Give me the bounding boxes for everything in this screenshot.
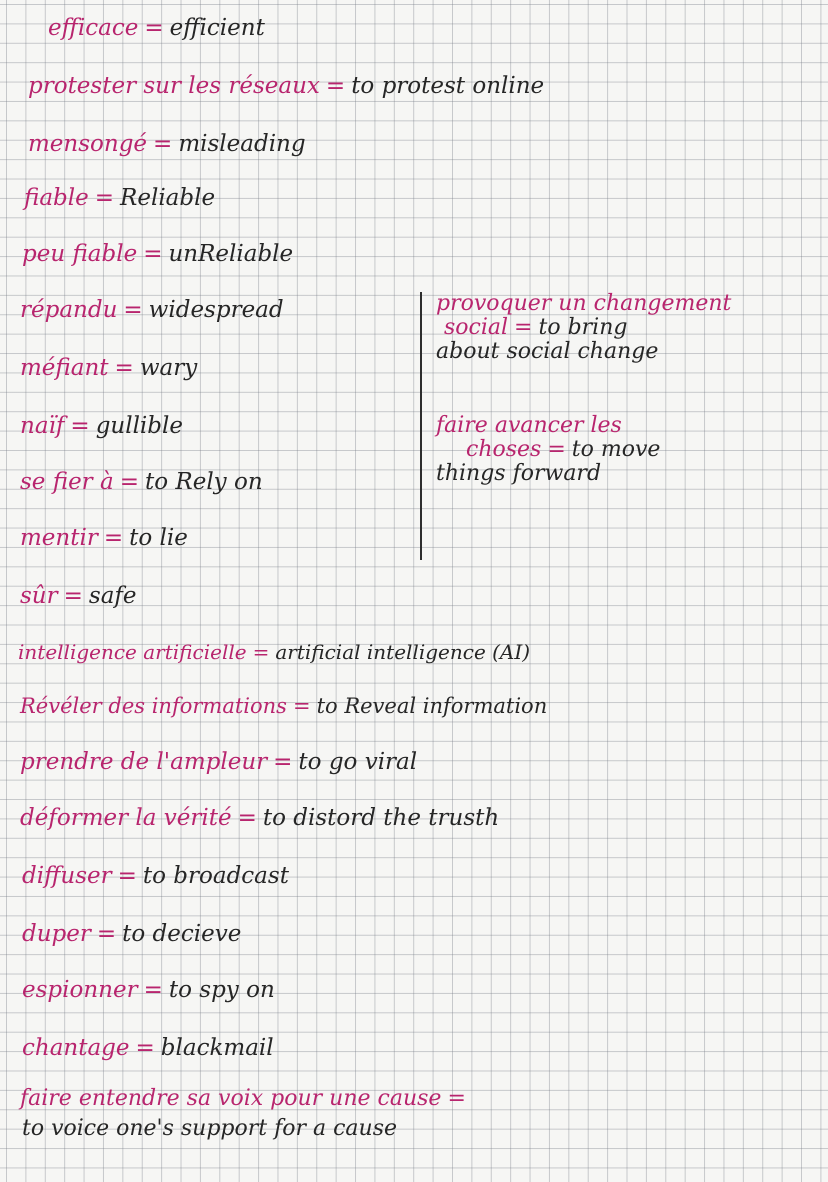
french-term: mentir — [20, 525, 98, 551]
vocab-entry — [24, 184, 215, 212]
vocab-entry — [22, 920, 241, 948]
french-term: diffuser — [22, 863, 112, 889]
french-term: déformer la vérité — [20, 805, 232, 831]
equals-sign: = — [135, 1035, 155, 1061]
english-translation: safe — [88, 583, 137, 609]
vocab-entry — [20, 468, 263, 496]
english-translation: misleading — [178, 131, 306, 157]
vocab-entry — [20, 524, 188, 552]
vocab-entry — [22, 1034, 274, 1062]
equals-sign: = — [143, 241, 163, 267]
side-line — [436, 438, 660, 462]
french-term: répandu — [20, 297, 118, 323]
french-term: protester sur les réseaux — [28, 73, 320, 99]
english-translation: efficient — [169, 15, 265, 41]
french-term: naïf — [20, 413, 65, 439]
equals-sign: = — [94, 185, 115, 211]
vocab-entry — [20, 412, 183, 440]
equals-sign: = — [273, 749, 293, 775]
english-translation: artificial intelligence (AI) — [275, 640, 531, 664]
equals-sign: = — [114, 355, 134, 381]
equals-sign: = — [237, 805, 257, 831]
side-entry — [436, 414, 660, 486]
vocab-entry — [22, 240, 293, 268]
english-translation: to broadcast — [142, 863, 289, 889]
french-term: Révéler des informations — [20, 694, 287, 718]
equals-sign: = — [123, 297, 143, 323]
vocab-entry — [48, 14, 265, 42]
english-translation: Reliable — [120, 185, 216, 211]
side-translation: to move — [571, 437, 661, 462]
vocab-entry — [20, 748, 417, 776]
english-translation: to Rely on — [144, 469, 263, 495]
footer-entry-term — [20, 1086, 472, 1112]
equals-sign: = — [547, 437, 566, 462]
english-translation: gullible — [95, 413, 183, 439]
vocab-entry — [18, 638, 530, 666]
vocab-entry — [20, 804, 499, 832]
english-translation: to lie — [129, 525, 188, 551]
french-term: espionner — [22, 977, 138, 1003]
equals-sign: = — [144, 15, 164, 41]
equals-sign: = — [252, 640, 270, 664]
side-translation: things forward — [436, 461, 602, 486]
vocab-entry — [20, 354, 197, 382]
equals-sign: = — [63, 583, 83, 609]
french-term: fiable — [24, 185, 89, 211]
french-term: efficace — [48, 15, 139, 41]
english-translation: to spy on — [168, 977, 275, 1003]
french-term: prendre de l'ampleur — [20, 749, 268, 775]
equals-sign: = — [143, 977, 163, 1003]
side-term: provoquer un changement — [436, 291, 732, 316]
equals-sign: = — [103, 525, 124, 551]
french-term: peu fiable — [22, 241, 138, 267]
english-translation: to go viral — [298, 749, 418, 775]
side-line — [436, 316, 731, 340]
english-translation: widespread — [148, 297, 284, 323]
equals-sign: = — [447, 1086, 466, 1111]
english-translation: to distord the trusth — [262, 805, 500, 831]
side-term: social — [444, 315, 509, 340]
vocab-entry — [20, 692, 547, 720]
vocab-entry — [28, 72, 544, 100]
french-term: méfiant — [20, 355, 109, 381]
english-translation: wary — [139, 355, 198, 381]
vocab-entry — [20, 582, 137, 610]
english-translation: to Reveal information — [316, 694, 548, 718]
vocab-entry — [22, 976, 275, 1004]
vocab-entry — [22, 862, 289, 890]
english-translation: unReliable — [168, 241, 294, 267]
vocab-entry — [20, 296, 284, 324]
equals-sign: = — [292, 694, 311, 718]
french-term: chantage — [22, 1035, 130, 1061]
french-term: intelligence artificielle — [18, 640, 247, 664]
english-translation: to protest online — [351, 73, 545, 99]
french-term: se fier à — [20, 469, 114, 495]
side-term: faire avancer les — [436, 413, 622, 438]
english-translation: blackmail — [160, 1035, 274, 1061]
equals-sign: = — [153, 131, 173, 157]
french-term: faire entendre sa voix pour une cause — [20, 1086, 442, 1111]
equals-sign: = — [117, 863, 137, 889]
side-translation: to bring — [538, 315, 628, 340]
english-translation: to decieve — [122, 921, 242, 947]
equals-sign: = — [325, 73, 346, 99]
vocab-entry — [28, 130, 306, 158]
equals-sign: = — [96, 921, 117, 947]
french-term: mensongé — [28, 131, 148, 157]
french-term: duper — [22, 921, 91, 947]
equals-sign: = — [119, 469, 139, 495]
footer-entry-translation: to voice one's support for a cause — [22, 1116, 398, 1141]
side-translation: about social change — [436, 339, 659, 364]
side-term: choses — [466, 437, 542, 462]
side-entry — [436, 292, 731, 364]
column-divider — [420, 292, 422, 560]
french-term: sûr — [20, 583, 58, 609]
equals-sign: = — [514, 315, 533, 340]
equals-sign: = — [70, 413, 90, 439]
